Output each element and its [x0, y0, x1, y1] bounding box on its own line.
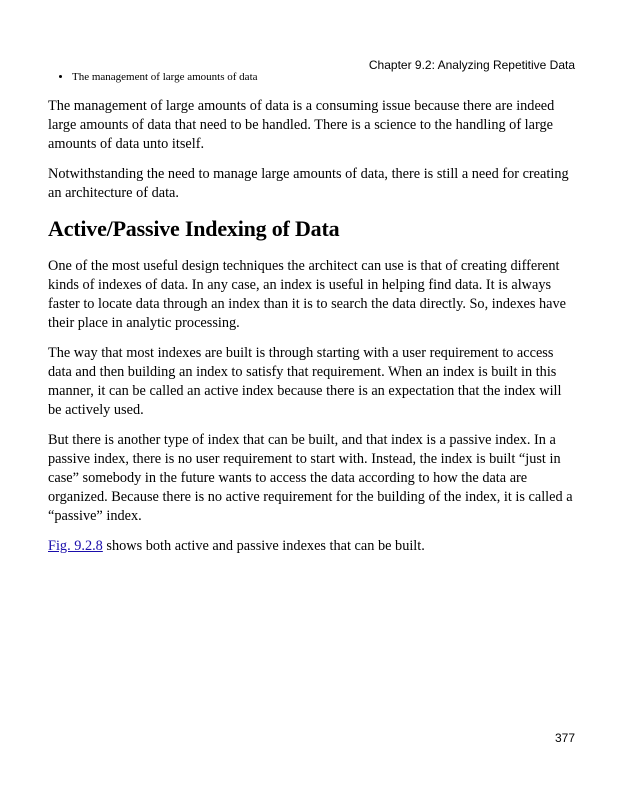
paragraph: Notwithstanding the need to manage large amounts of data, there is still a need for creating an architecture of data. — [48, 166, 569, 201]
paragraph: The management of large amounts of data is a consuming issue because there are indeed large amounts of data that need to be handled. There is a science to the handling of large amounts of data unto itself. — [48, 98, 555, 152]
running-header: Chapter 9.2: Analyzing Repetitive Data — [368, 58, 575, 72]
page-content — [48, 97, 578, 567]
page-number: 377 — [554, 731, 575, 745]
figure-reference-text: shows both active and passive indexes that can be built. — [102, 538, 425, 554]
section-heading: Active/Passive Indexing of Data — [48, 216, 340, 241]
figure-reference-paragraph — [48, 537, 578, 556]
bullet-item: • The management of large amounts of data — [72, 70, 258, 84]
paragraph: But there is another type of index that can be built, and that index is a passive index. In a passive index, there is no user requirement to start with. Instead, the index is built “just in case” somebody in the future wants to access the data according to how the data are organized. Because there is no active requirement for the building of the index, it is called a “passive” index. — [48, 432, 573, 524]
bullet-list — [48, 70, 258, 84]
figure-link[interactable]: Fig. 9.2.8 — [48, 538, 103, 554]
paragraph: The way that most indexes are built is through starting with a user requirement to access data and then building an index to satisfy that requirement. When an index is built in this manner, it can be called an active index because there is an expectation that the index will be actively used. — [48, 345, 562, 418]
paragraph: One of the most useful design techniques the architect can use is that of creating different kinds of indexes of data. In any case, an index is useful in helping find data. It is always faster to locate data through an index than it is to search the data directly. So, indexes have their place in analytic processing. — [48, 258, 566, 331]
